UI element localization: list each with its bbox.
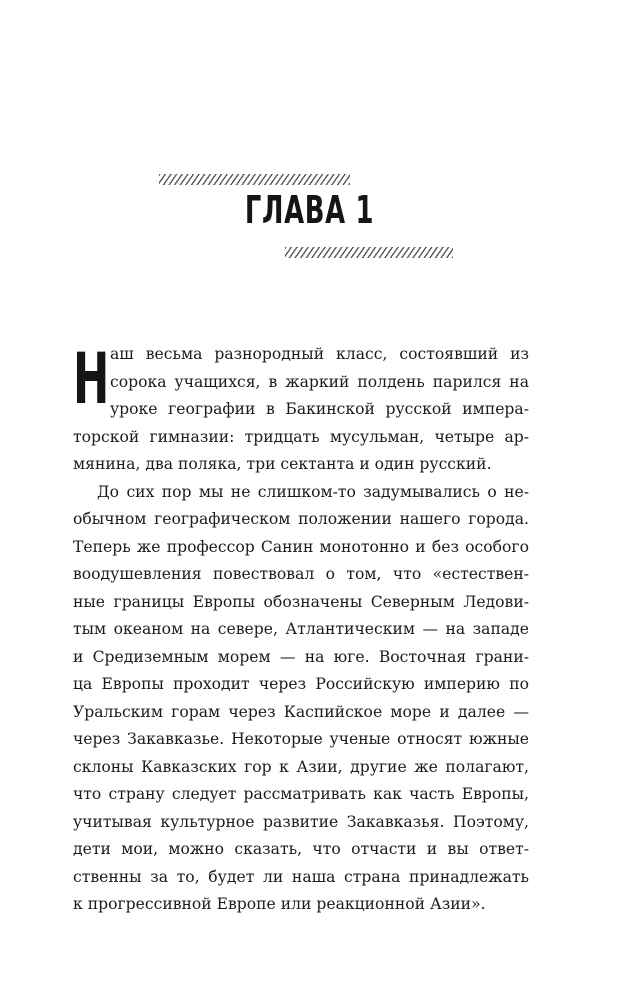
drop-cap: Н bbox=[73, 338, 110, 420]
text-line: торской гимназии: тридцать мусульман, четыре ар- bbox=[73, 427, 529, 446]
text-line: ственны за то, будет ли наша страна принадлежать bbox=[73, 867, 529, 886]
paragraph-2 bbox=[73, 479, 529, 919]
text-line: дети мои, можно сказать, что отчасти и вы ответ- bbox=[73, 840, 529, 858]
text-line: склоны Кавказских гор к Азии, другие же полагают, bbox=[73, 757, 529, 776]
text-line: что страну следует рассматривать как часть Европы, bbox=[73, 785, 529, 803]
text-line: мянина, два поляка, три сектанта и один русский. bbox=[73, 455, 492, 473]
text-line: ца Европы проходит через Российскую империю по bbox=[73, 675, 529, 693]
text-line: Уральским горам через Каспийское море и далее — bbox=[73, 702, 529, 721]
text-line: ные границы Европы обозначены Северным Ледови- bbox=[73, 592, 529, 611]
text-line: аш весьма разнородный класс, состоявший из bbox=[110, 345, 529, 363]
text-line: воодушевления повествовал о том, что «естествен- bbox=[73, 565, 529, 583]
text-line: Теперь же профессор Санин монотонно и без особого bbox=[73, 537, 529, 556]
text-line: учитывая культурное развитие Закавказья. Поэтому, bbox=[73, 812, 529, 831]
text-line: через Закавказье. Некоторые ученые относят южные bbox=[73, 730, 529, 748]
text-line: тым океаном на севере, Атлантическим — на западе bbox=[73, 620, 529, 638]
text-line: сорока учащихся, в жаркий полдень парился на bbox=[110, 372, 529, 391]
body-text bbox=[73, 338, 529, 919]
text-line: к прогрессивной Европе или реакционной Азии». bbox=[73, 895, 486, 913]
text-line: уроке географии в Бакинской русской импера- bbox=[110, 400, 529, 418]
text-line: и Средиземным морем — на юге. Восточная грани- bbox=[73, 647, 529, 666]
paragraph-1 bbox=[73, 338, 529, 479]
decorative-hatch-bottom bbox=[285, 247, 453, 258]
decorative-hatch-top bbox=[159, 174, 350, 185]
text-line: До сих пор мы не слишком-то задумывались о не- bbox=[97, 482, 529, 501]
text-line: обычном географическом положении нашего города. bbox=[73, 510, 529, 528]
chapter-title: ГЛАВА 1 bbox=[244, 188, 375, 232]
